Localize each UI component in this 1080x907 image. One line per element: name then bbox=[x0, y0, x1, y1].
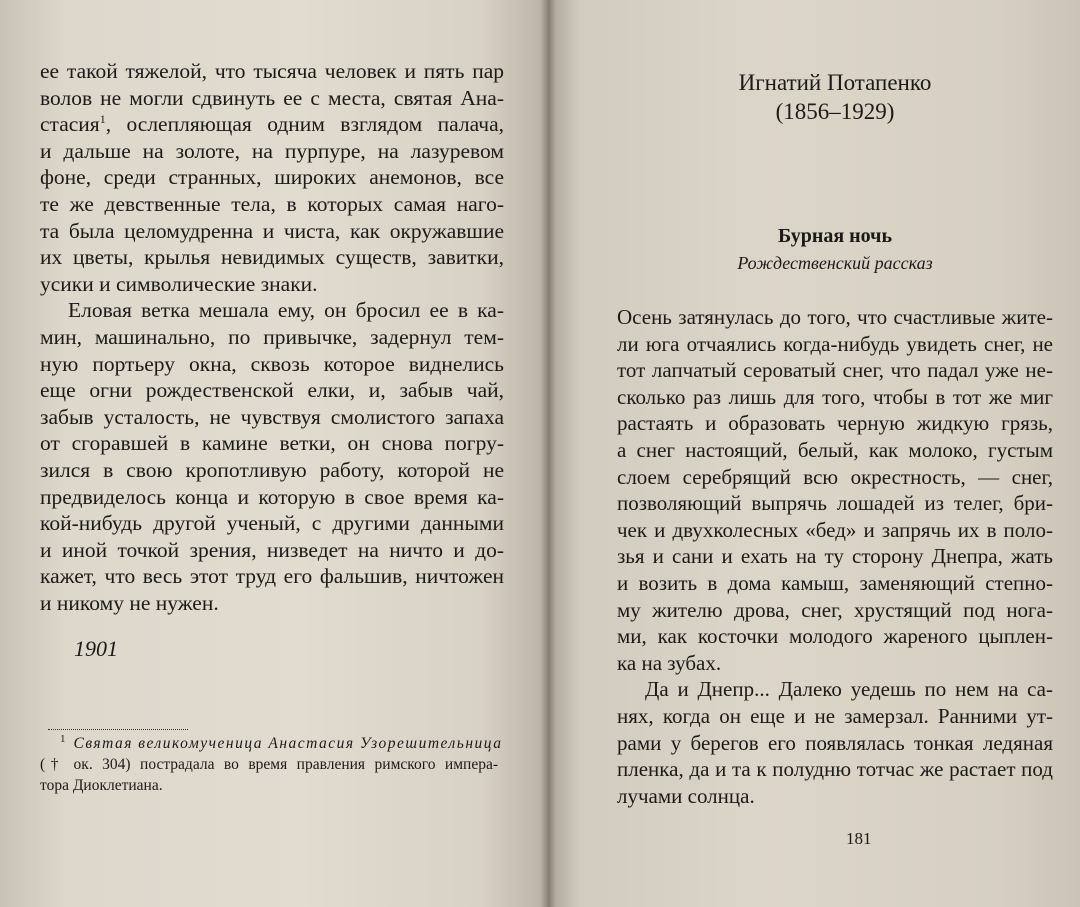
text-line: та была целомудренна и чиста, как окружавшие bbox=[40, 218, 504, 243]
text-line: ка на зубах. bbox=[617, 650, 722, 675]
text-line: тот лапчатый сероватый снег, что падал уже не- bbox=[617, 358, 1053, 383]
author-name: Игнатий Потапенко bbox=[738, 70, 932, 95]
text-line: предвиделось конца и которую в свое время ка- bbox=[40, 484, 504, 509]
text-line: рами у берегов его появлялась тонкая ледяная bbox=[617, 730, 1053, 755]
text-line: от сгоравшей в камине ветки, он снова погру- bbox=[40, 431, 504, 456]
text-line: их цветы, крылья невидимых существ, завитки, bbox=[40, 245, 504, 270]
page-number: 181 bbox=[846, 829, 872, 848]
text-line: ли юга отчаялись когда-нибудь увидеть снег, не bbox=[617, 331, 1053, 356]
book-gutter bbox=[540, 0, 556, 907]
text-line: сколько раз лишь для того, чтобы в тот же миг bbox=[617, 384, 1053, 409]
text-line: ее такой тяжелой, что тысяча человек и пять пар bbox=[40, 59, 504, 83]
text-line: волов не могли сдвинуть ее с места, святая Ана- bbox=[40, 85, 504, 110]
text-line: Еловая ветка мешала ему, он бросил ее в ка- bbox=[68, 298, 504, 323]
text-line: и никому не нужен. bbox=[40, 590, 219, 615]
text-line: Да и Днепр... Далеко уедешь по нем на са- bbox=[645, 677, 1053, 702]
footnote-line: тора Диоклетиана. bbox=[40, 777, 163, 794]
footnote-reference: 1 bbox=[99, 112, 106, 127]
text-line: а снег настоящий, белый, как молоко, густым bbox=[617, 437, 1053, 462]
text-line: зился в свою кропотливую работу, которой не bbox=[40, 457, 504, 482]
footnote-number: 1 bbox=[60, 732, 66, 745]
footnote bbox=[40, 732, 503, 796]
text-line: кажет, что весь этот труд его фальшив, ничтожен bbox=[40, 564, 504, 589]
footnote-line: $^1$ Святая великомученица Анастасия Узорешительница bbox=[60, 732, 503, 752]
text-line: кой-нибудь другой ученый, с другими данными bbox=[40, 511, 504, 536]
story-title: Бурная ночь bbox=[777, 225, 893, 247]
text-line: нях, когда он еще и не замерзал. Ранними ут- bbox=[617, 703, 1053, 728]
date-signature: 1901 bbox=[74, 636, 118, 661]
text-line: зья и сани и ехать на ту сторону Днепра, жать bbox=[617, 544, 1053, 569]
text-line: усики и символические знаки. bbox=[40, 271, 318, 296]
text-line: позволяющий выпрячь лошадей из телег, бри- bbox=[617, 491, 1053, 516]
text-line: и иной точкой зрения, низведет на ничто и до- bbox=[40, 537, 504, 562]
text-line: ми, как косточки молодого жареного цыплен- bbox=[617, 624, 1053, 649]
text-line: забыв усталость, не чувствуя смолистого запаха bbox=[40, 404, 504, 429]
author-heading bbox=[617, 68, 1053, 126]
text-line: и возить в дома камыш, заменяющий степно- bbox=[617, 570, 1053, 595]
left-page-body bbox=[40, 58, 504, 616]
footnote-separator bbox=[48, 729, 188, 730]
author-years: (1856–1929) bbox=[775, 99, 895, 124]
right-page-body bbox=[617, 304, 1053, 809]
text-line: чек и двухколесных «бед» и запрячь их в поло- bbox=[617, 517, 1053, 542]
text-line: мин, машинально, по привычке, задернул тем- bbox=[40, 324, 504, 349]
text-line: растаять и образовать черную жидкую грязь, bbox=[617, 411, 1053, 436]
text-line: пленка, да и та к полудню тотчас же растает под bbox=[617, 757, 1053, 782]
text-line: фоне, среди странных, широких анемонов, все bbox=[40, 165, 504, 190]
text-line-with-footnote: стасия$^1$, ослепляющая одним взглядом палача, bbox=[40, 112, 504, 137]
text-line: му жителю дрова, снег, хрустящий под нога- bbox=[617, 597, 1053, 622]
text-line: ную портьеру окна, сквозь которое виднелись bbox=[40, 351, 504, 376]
text-line: слоем серебрящий всю окрестность, — снег, bbox=[617, 464, 1053, 489]
text-line: еще огни рождественской елки, и, забыв чай, bbox=[40, 378, 504, 403]
text-line: Осень затянулась до того, что счастливые жите- bbox=[617, 305, 1053, 329]
text-line: и дальше на золоте, на пурпуре, на лазуревом bbox=[40, 138, 504, 163]
text-line: те же девственные тела, в которых самая наго- bbox=[40, 191, 504, 216]
text-line: лучами солнца. bbox=[617, 783, 755, 808]
footnote-line: († ок. 304) пострадала во время правления римского импера- bbox=[40, 756, 498, 773]
story-subtitle: Рождественский рассказ bbox=[737, 253, 933, 273]
